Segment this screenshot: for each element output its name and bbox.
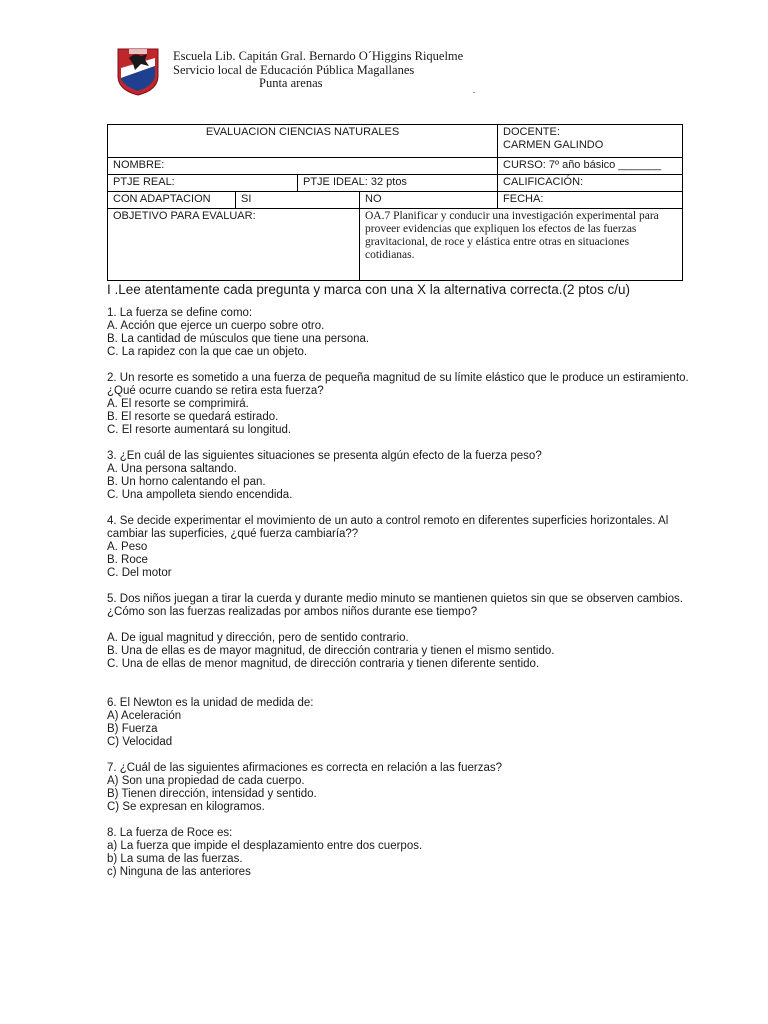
ptje-real-field[interactable]: PTJE REAL:	[108, 175, 298, 192]
question-text: 3. ¿En cuál de las siguientes situaciones se presenta algún efecto de la fuerza peso?	[107, 450, 542, 462]
option-c[interactable]: C. Del motor	[107, 567, 172, 579]
docente-label: DOCENTE:	[503, 126, 560, 138]
option-a[interactable]: A. Una persona saltando.	[107, 463, 237, 475]
question-text: 4. Se decide experimentar el movimiento de un auto a control remoto en diferentes superficies horizontales. Al cambiar las superficies, ¿qué fuerza cambiaría??	[107, 515, 669, 540]
option-a[interactable]: a) La fuerza que impide el desplazamiento entre dos cuerpos.	[107, 840, 423, 852]
adaptacion-label: CON ADAPTACION	[108, 192, 236, 209]
school-logo-icon	[115, 46, 161, 96]
question-2	[107, 372, 697, 437]
question-5	[107, 593, 697, 671]
curso-field[interactable]: CURSO: 7º año básico _______	[498, 158, 683, 175]
objetivo-label: OBJETIVO PARA EVALUAR:	[108, 209, 360, 281]
option-a[interactable]: A. El resorte se comprimirá.	[107, 398, 249, 410]
school-line-2: Servicio local de Educación Pública Magallanes	[173, 62, 415, 77]
option-c[interactable]: C) Se expresan en kilogramos.	[107, 801, 265, 813]
adaptacion-si-option[interactable]: SI	[236, 192, 360, 209]
option-a[interactable]: A. Peso	[107, 541, 148, 553]
option-b[interactable]: b) La suma de las fuerzas.	[107, 853, 243, 865]
option-c[interactable]: C. El resorte aumentará su longitud.	[107, 424, 292, 436]
option-c[interactable]: C. Una de ellas de menor magnitud, de dirección contraria y tienen diferente sentido.	[107, 658, 540, 670]
question-text: 8. La fuerza de Roce es:	[107, 827, 233, 839]
docente-cell	[498, 125, 683, 158]
question-7	[107, 762, 697, 814]
school-name	[173, 50, 463, 91]
option-b[interactable]: B. Roce	[107, 554, 148, 566]
option-a[interactable]: A) Aceleración	[107, 710, 182, 722]
question-text: 5. Dos niños juegan a tirar la cuerda y durante medio minuto se mantienen quietos sin que se observen cambios. ¿Cómo son las fuerzas realizadas por ambos niños durante ese tiempo?	[107, 593, 683, 618]
question-text: 2. Un resorte es sometido a una fuerza de pequeña magnitud de su límite elástico que le produce un estiramiento. ¿Qué ocurre cuando se retira esta fuerza?	[107, 372, 689, 397]
option-b[interactable]: B. La cantidad de músculos que tiene una persona.	[107, 333, 370, 345]
calificacion-field[interactable]: CALIFICACIÓN:	[498, 175, 683, 192]
exam-content	[107, 282, 697, 892]
question-1	[107, 307, 697, 359]
question-8	[107, 827, 697, 879]
option-c[interactable]: C. La rapidez con la que cae un objeto.	[107, 346, 308, 358]
question-text: 6. El Newton es la unidad de medida de:	[107, 697, 314, 709]
question-3	[107, 450, 697, 502]
option-a[interactable]: A. Acción que ejerce un cuerpo sobre otro.	[107, 320, 325, 332]
option-c[interactable]: c) Ninguna de las anteriores	[107, 866, 251, 878]
docente-name: CARMEN GALINDO	[503, 139, 604, 151]
nombre-field[interactable]: NOMBRE:	[108, 158, 498, 175]
stray-mark	[473, 92, 475, 93]
option-b[interactable]: B. Una de ellas es de mayor magnitud, de dirección contraria y tienen el mismo sentido.	[107, 645, 555, 657]
fecha-field[interactable]: FECHA:	[498, 192, 683, 209]
option-c[interactable]: C) Velocidad	[107, 736, 173, 748]
evaluation-info-table	[107, 124, 683, 281]
instructions: I .Lee atentamente cada pregunta y marca con una X la alternativa correcta.(2 ptos c/u)	[107, 282, 631, 297]
option-b[interactable]: B. El resorte se quedará estirado.	[107, 411, 279, 423]
adaptacion-no-option[interactable]: NO	[360, 192, 498, 209]
evaluation-title: EVALUACION CIENCIAS NATURALES	[108, 125, 498, 158]
ptje-ideal-field: PTJE IDEAL: 32 ptos	[298, 175, 498, 192]
school-line-3: Punta arenas	[259, 76, 323, 90]
question-text: 1. La fuerza se define como:	[107, 307, 253, 319]
objetivo-text: OA.7 Planificar y conducir una investigación experimental para proveer evidencias que expliquen los efectos de las fuerzas gravitacional, de roce y elástica entre otras en situaciones cotidianas.	[360, 209, 683, 281]
option-c[interactable]: C. Una ampolleta siendo encendida.	[107, 489, 293, 501]
question-6	[107, 697, 697, 749]
option-b[interactable]: B) Tienen dirección, intensidad y sentido.	[107, 788, 317, 800]
option-a[interactable]: A. De igual magnitud y dirección, pero de sentido contrario.	[107, 632, 409, 644]
option-a[interactable]: A) Son una propiedad de cada cuerpo.	[107, 775, 305, 787]
option-b[interactable]: B. Un horno calentando el pan.	[107, 476, 266, 488]
question-4	[107, 515, 697, 580]
option-b[interactable]: B) Fuerza	[107, 723, 158, 735]
question-text: 7. ¿Cuál de las siguientes afirmaciones es correcta en relación a las fuerzas?	[107, 762, 503, 774]
school-line-1: Escuela Lib. Capitán Gral. Bernardo O´Higgins Riquelme	[173, 49, 464, 63]
